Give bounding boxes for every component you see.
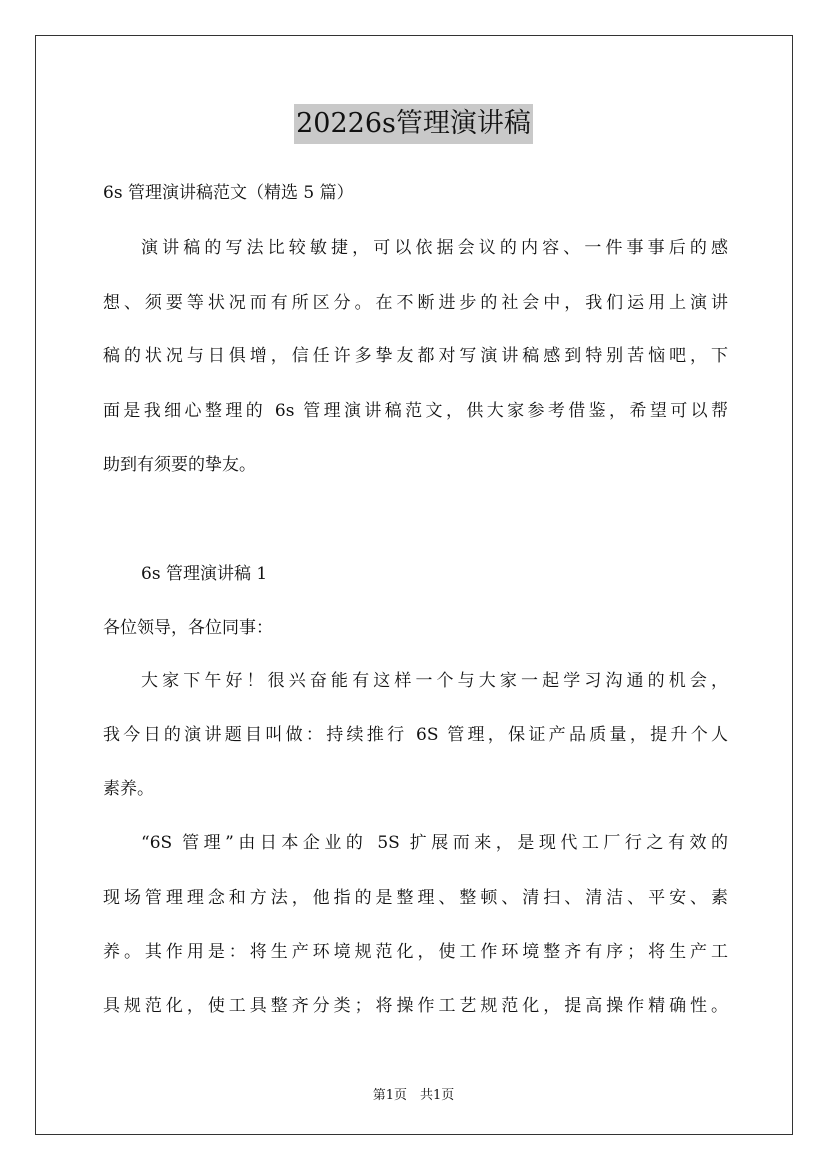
intro-line-5: 助到有须要的挚友。	[103, 455, 256, 475]
para2-line-3: 养。其作用是：将生产环境规范化，使工作环境整齐有序；将生产工	[103, 942, 728, 962]
document-title	[0, 101, 827, 144]
salutation: 各位领导，各位同事：	[103, 618, 273, 638]
intro-line-4: 面是我细心整理的 6s 管理演讲稿范文，供大家参考借鉴，希望可以帮	[103, 401, 728, 421]
intro-line-3: 稿的状况与日俱增，信任许多挚友都对写演讲稿感到特别苦恼吧，下	[103, 346, 728, 366]
para1-line-2: 我今日的演讲题目叫做：持续推行 6S 管理，保证产品质量，提升个人	[103, 725, 728, 745]
document-subtitle: 6s 管理演讲稿范文（精选 5 篇）	[103, 183, 354, 203]
para1-line-1: 大家下午好！很兴奋能有这样一个与大家一起学习沟通的机会，	[141, 671, 728, 691]
intro-line-2: 想、须要等状况而有所区分。在不断进步的社会中，我们运用上演讲	[103, 293, 728, 313]
para1-line-3: 素养。	[103, 779, 154, 799]
para2-line-4: 具规范化，使工具整齐分类；将操作工艺规范化，提高操作精确性。	[103, 996, 728, 1016]
section-heading: 6s 管理演讲稿 1	[141, 564, 268, 584]
document-title-text: 20226s管理演讲稿	[294, 104, 533, 144]
para2-line-2: 现场管理理念和方法，他指的是整理、整顿、清扫、清洁、平安、素	[103, 888, 728, 908]
intro-line-1: 演讲稿的写法比较敏捷，可以依据会议的内容、一件事事后的感	[141, 238, 728, 258]
para2-line-1: “6S 管理”由日本企业的 5S 扩展而来，是现代工厂行之有效的	[141, 833, 728, 853]
page-footer: 第1页 共1页	[372, 1088, 455, 1103]
